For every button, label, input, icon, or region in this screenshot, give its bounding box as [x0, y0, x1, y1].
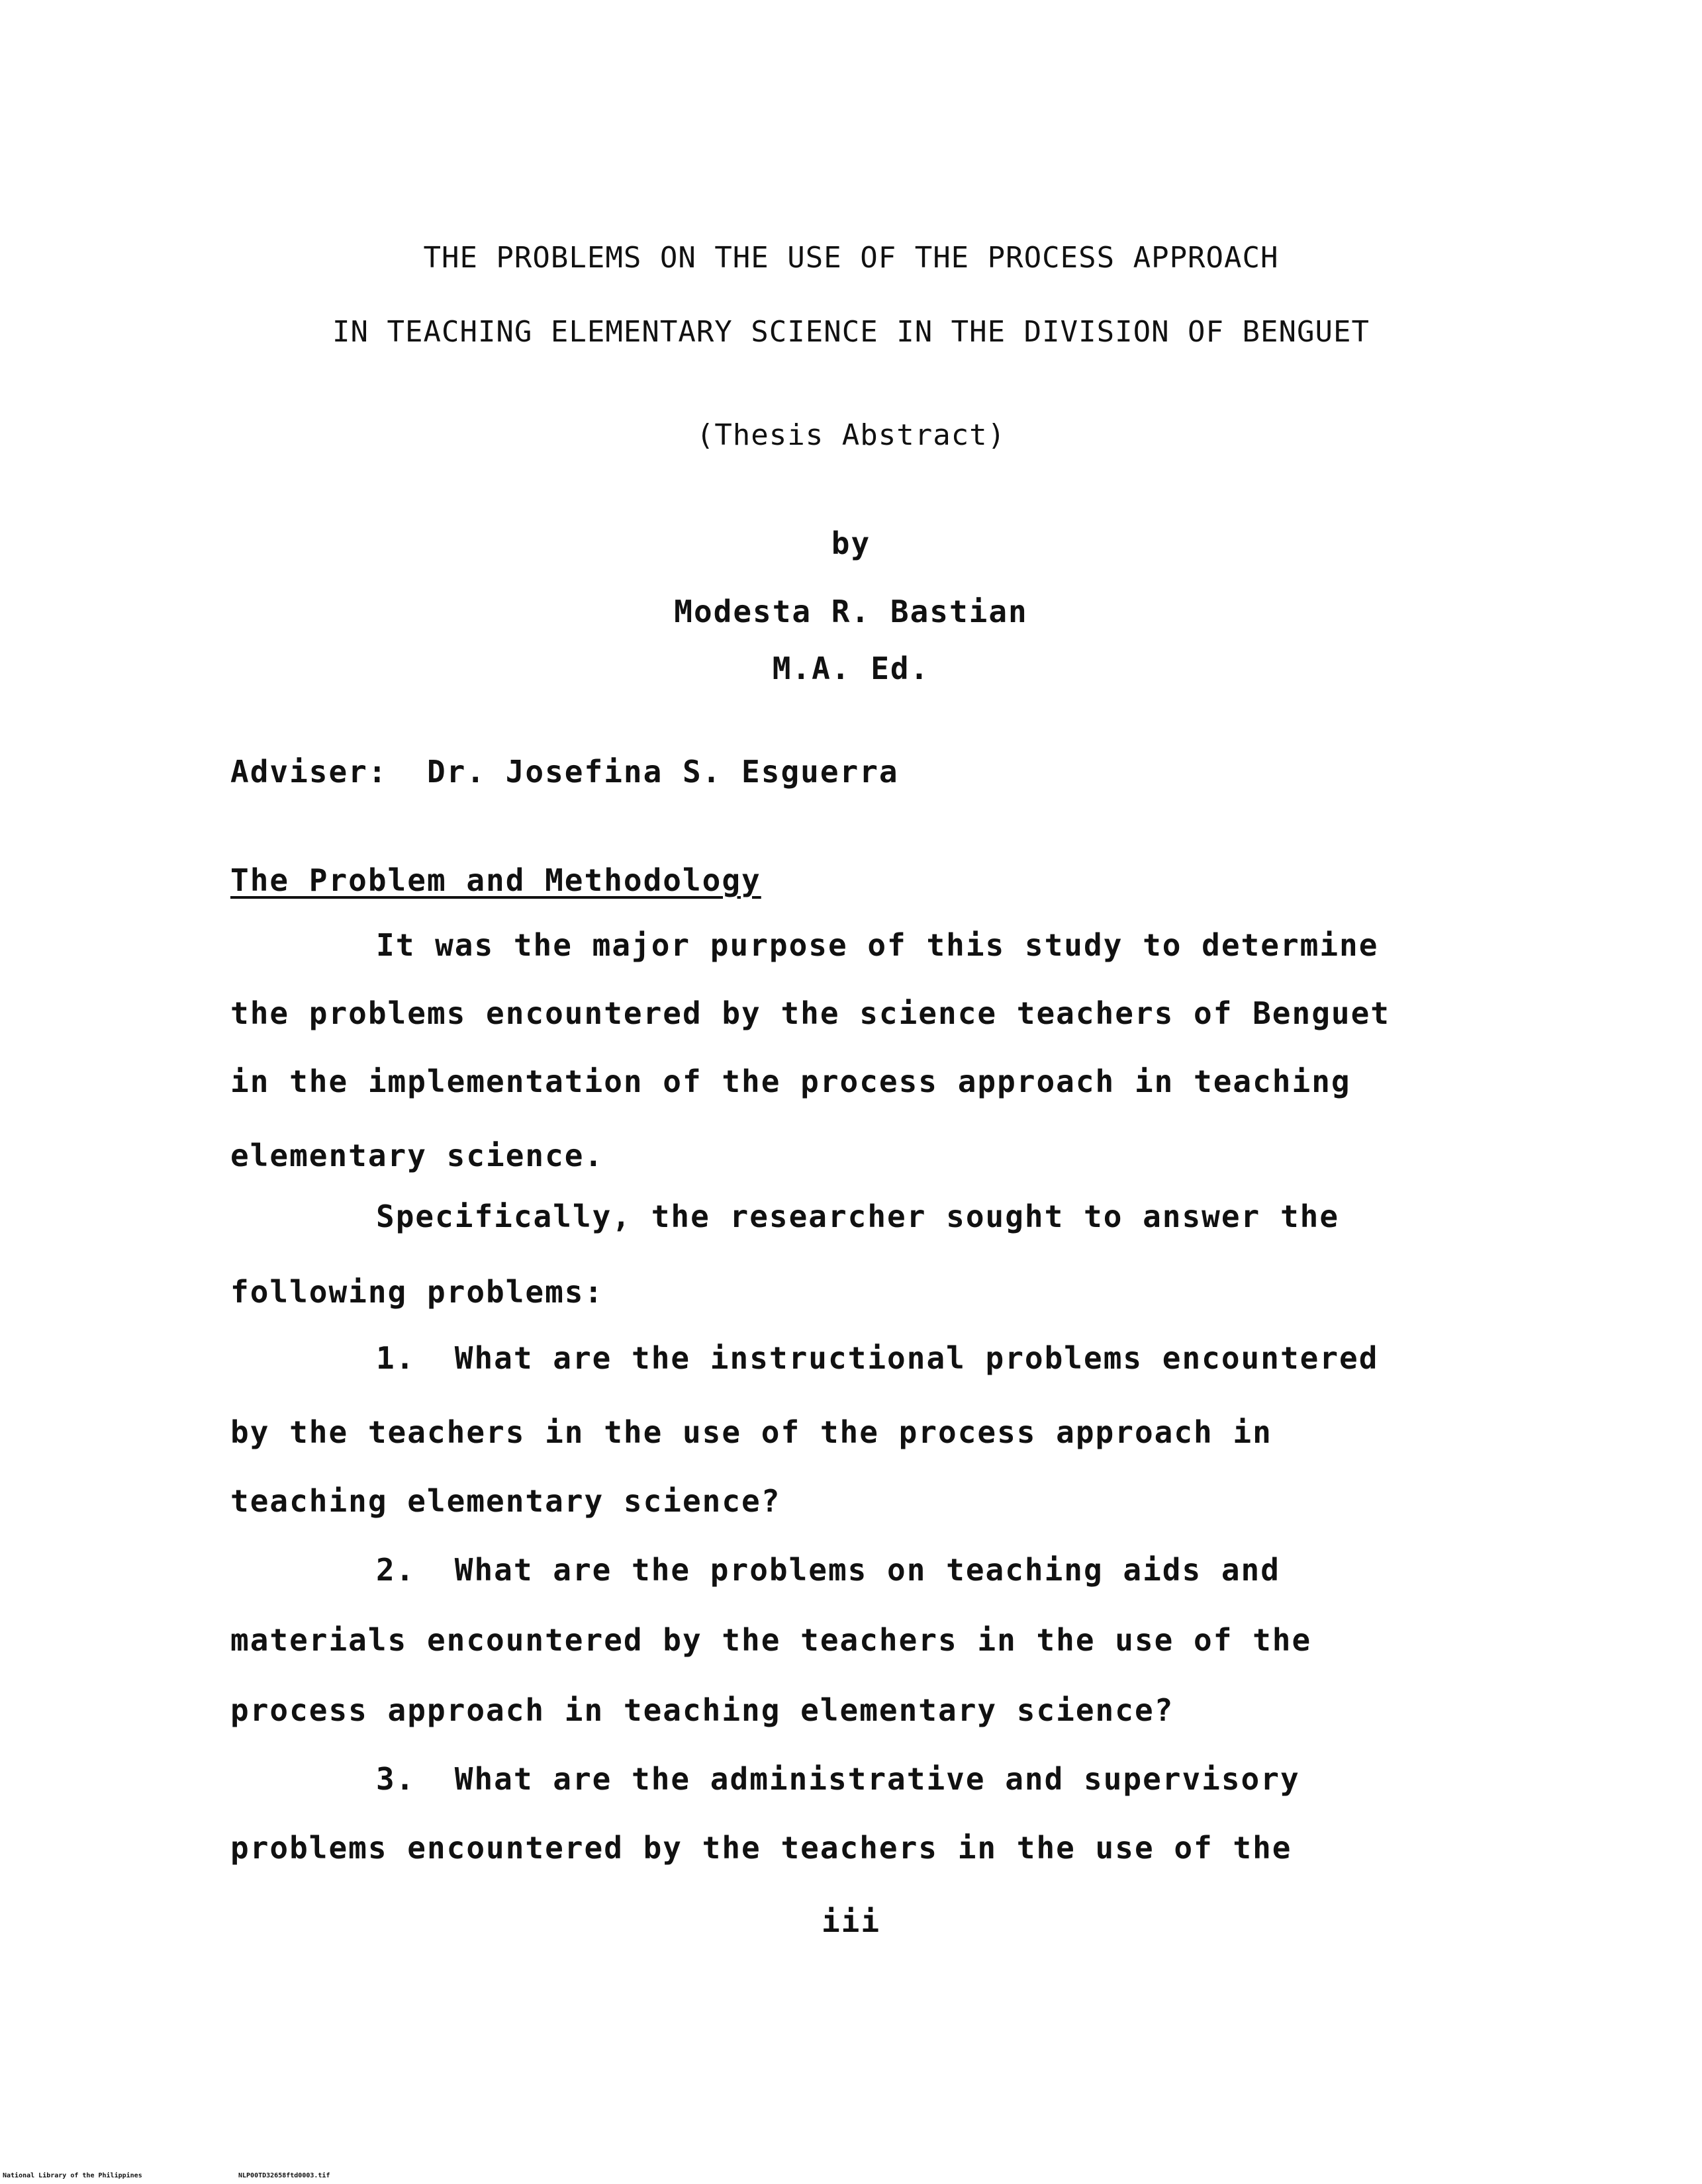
adviser-line: Adviser: Dr. Josefina S. Esguerra [230, 754, 899, 790]
body-line: in the implementation of the process approach in teaching [230, 1064, 1351, 1099]
byline: by [831, 525, 871, 561]
subtitle: (Thesis Abstract) [696, 418, 1006, 452]
body-line: materials encountered by the teachers in the use of the [230, 1622, 1312, 1658]
section-heading: The Problem and Methodology [230, 862, 761, 898]
body-line: teaching elementary science? [230, 1483, 781, 1519]
author-name: Modesta R. Bastian [674, 594, 1028, 629]
body-line: Specifically, the researcher sought to answer the [376, 1199, 1340, 1234]
question-item: 2. What are the problems on teaching aids and [376, 1552, 1280, 1588]
body-line: process approach in teaching elementary science? [230, 1692, 1174, 1728]
footer-file: NLP00TD32658ftd0003.tif [238, 2172, 330, 2179]
title-line-2: IN TEACHING ELEMENTARY SCIENCE IN THE DIVISION OF BENGUET [332, 315, 1370, 349]
title-line-1: THE PROBLEMS ON THE USE OF THE PROCESS APPROACH [423, 241, 1279, 275]
question-item: 3. What are the administrative and supervisory [376, 1761, 1300, 1797]
footer-library: National Library of the Philippines [3, 2172, 142, 2179]
body-line: the problems encountered by the science teachers of Benguet [230, 995, 1390, 1031]
body-line: elementary science. [230, 1138, 604, 1173]
body-line: problems encountered by the teachers in the use of the [230, 1830, 1292, 1866]
body-line: following problems: [230, 1274, 604, 1310]
body-line: by the teachers in the use of the process approach in [230, 1414, 1272, 1450]
author-degree: M.A. Ed. [772, 651, 930, 686]
body-line: It was the major purpose of this study to determine [376, 927, 1379, 963]
question-item: 1. What are the instructional problems encountered [376, 1340, 1379, 1376]
page-number: iii [821, 1903, 881, 1939]
